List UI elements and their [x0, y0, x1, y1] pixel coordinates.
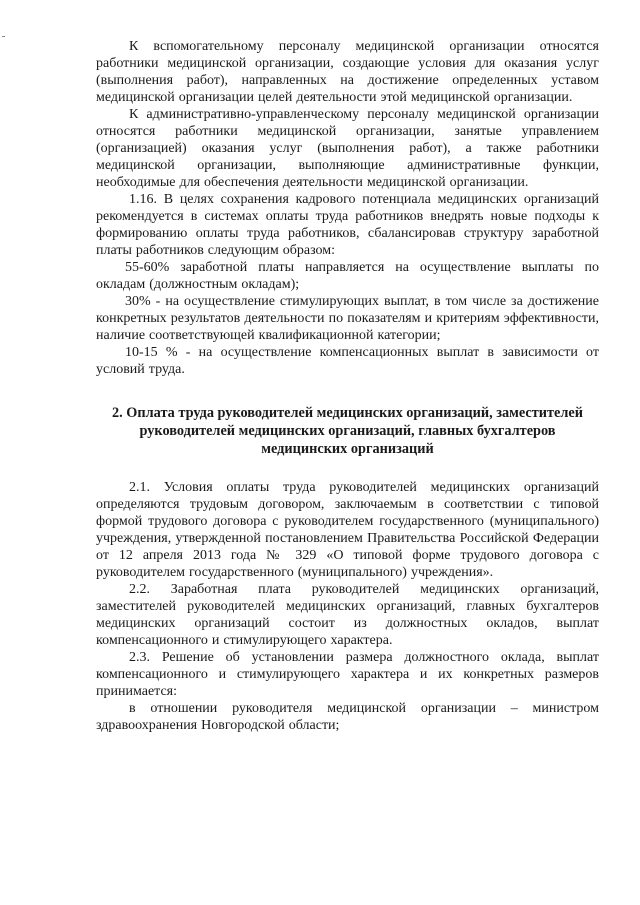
document-page: [96, 38, 599, 734]
section-2-heading: 2. Оплата труда руководителей медицинских организаций, заместителей руководителей медицинских организаций, главных бухгалтеров медицинских организаций: [112, 405, 583, 457]
paragraph-2-1: 2.1. Условия оплаты труда руководителей медицинских организаций определяются трудовым договором, заключаемым в соответствии с типовой формой трудового договора с руководителем государственного (муниципального) учреждения, утвержденной постановлением Правительства Российской Федерации от 12 апреля 2013 года № 329 «О типовой форме трудового договора с руководителем государственного (муниципального) учреждения».: [96, 480, 599, 580]
paragraph-salary-share: 55-60% заработной платы направляется на осуществление выплаты по окладам (должностным окладам);: [96, 260, 599, 292]
paragraph-head-decision: в отношении руководителя медицинской организации – министром здравоохранения Новгородской области;: [96, 701, 599, 733]
scan-edge-mark: [2, 36, 5, 37]
paragraph-incentive-share: 30% - на осуществление стимулирующих выплат, в том числе за достижение конкретных результатов деятельности по показателям и критериям эффективности, наличие соответствующей квалификационной категории;: [96, 294, 599, 343]
paragraph-2-2: 2.2. Заработная плата руководителей медицинских организаций, заместителей руководителей медицинских организаций, главных бухгалтеров медицинских организаций состоит из должностных окладов, выплат компенсационного и стимулирующего характера.: [96, 582, 599, 648]
paragraph-compensation-share: 10-15 % - на осуществление компенсационных выплат в зависимости от условий труда.: [96, 345, 599, 377]
paragraph-1-16: 1.16. В целях сохранения кадрового потенциала медицинских организаций рекомендуется в системах оплаты труда работников внедрять новые подходы к формированию оплаты труда работников, сбалансировав структуру заработной платы работников следующим образом:: [96, 192, 599, 258]
paragraph-2-3: 2.3. Решение об установлении размера должностного оклада, выплат компенсационного и стимулирующего характера и их конкретных размеров принимается:: [96, 650, 599, 699]
paragraph-admin-staff: К административно-управленческому персоналу медицинской организации относятся работники медицинской организации, занятые управлением (организацией) оказания услуг (выполнения работ), а также работники медицинской организации, выполняющие административные функции, необходимые для обеспечения деятельности медицинской организации.: [96, 107, 599, 190]
paragraph-support-staff: К вспомогательному персоналу медицинской организации относятся работники медицинской организации, создающие условия для оказания услуг (выполнения работ), направленных на достижение определенных уставом медицинской организации целей деятельности этой медицинской организации.: [96, 39, 599, 105]
